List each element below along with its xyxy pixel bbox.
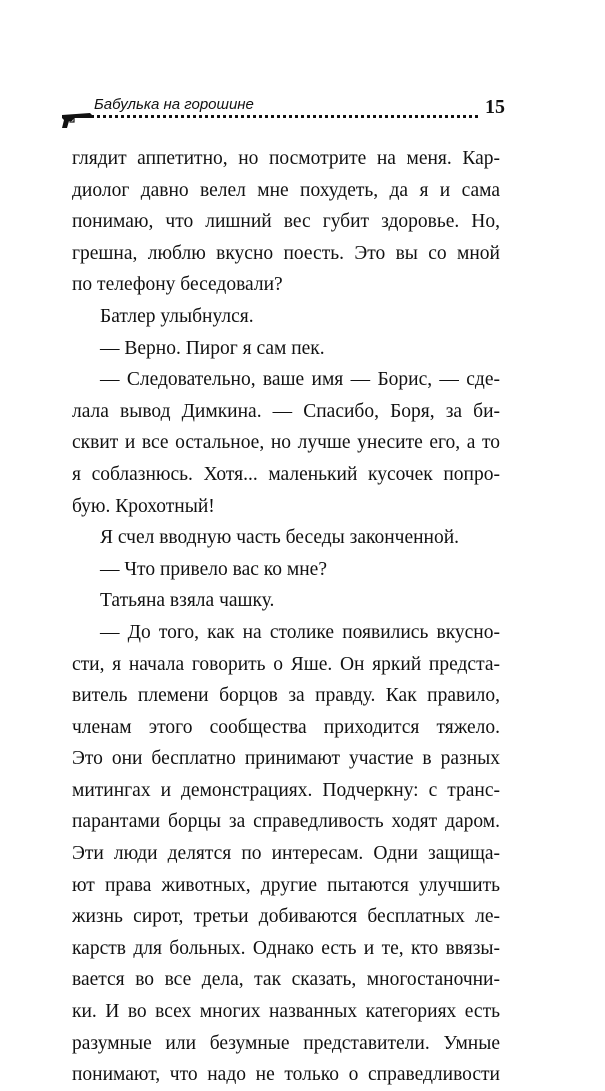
text-line: сквит и все остальное, но лучше унесите его, а то bbox=[72, 432, 500, 454]
text-line: диолог давно велел мне похудеть, да я и сама bbox=[72, 179, 500, 201]
text-line: витель племени борцов за правду. Как правило, bbox=[72, 685, 500, 707]
text-line: митингах и демонстрациях. Подчеркну: с транс- bbox=[72, 779, 500, 801]
text-line: разумные или безумные представители. Умные bbox=[72, 1032, 500, 1054]
text-line: ки. И во всех многих названных категориях есть bbox=[72, 1001, 500, 1023]
text-line: — До того, как на столике появились вкусно- bbox=[100, 621, 500, 643]
text-line: понимают, что надо не только о справедливости bbox=[72, 1064, 500, 1086]
text-line: ют права животных, другие пытаются улучшить bbox=[72, 874, 500, 896]
text-line: жизнь сирот, третьи добиваются бесплатных ле- bbox=[72, 906, 500, 928]
text-line: Татьяна взяла чашку. bbox=[100, 590, 275, 612]
pistol-icon bbox=[60, 109, 94, 129]
body-text bbox=[72, 143, 500, 1091]
text-line: — Что привело вас ко мне? bbox=[100, 558, 327, 580]
text-line: вается во все дела, так сказать, многостаночни- bbox=[72, 969, 500, 991]
running-title: Бабулька на горошине bbox=[94, 96, 254, 113]
dotted-leader-rule bbox=[78, 115, 478, 118]
text-line: Батлер улыбнулся. bbox=[100, 305, 254, 327]
text-line: Я счел вводную часть беседы законченной. bbox=[100, 527, 460, 549]
text-line: грешна, люблю вкусно поесть. Это вы со мной bbox=[72, 242, 500, 264]
text-line: карств для больных. Однако есть и те, кто ввязы- bbox=[72, 937, 500, 959]
text-line: — Верно. Пирог я сам пек. bbox=[100, 337, 325, 359]
text-line: понимаю, что лишний вес губит здоровье. Но, bbox=[72, 211, 500, 233]
text-line: членам этого сообщества приходится тяжело. bbox=[72, 716, 500, 738]
running-header bbox=[60, 96, 505, 136]
text-line: — Следовательно, ваше имя — Борис, — сде- bbox=[100, 369, 500, 391]
text-line: сти, я начала говорить о Яше. Он яркий предста- bbox=[72, 653, 500, 675]
text-line: глядит аппетитно, но посмотрите на меня. Кар- bbox=[72, 148, 500, 169]
text-line: лала вывод Димкина. — Спасибо, Боря, за би- bbox=[72, 400, 500, 422]
text-line: по телефону беседовали? bbox=[72, 274, 283, 296]
text-line: Эти люди делятся по интересам. Одни защища- bbox=[72, 843, 500, 865]
text-line: Это они бесплатно принимают участие в разных bbox=[72, 748, 500, 770]
page-number: 15 bbox=[485, 96, 505, 118]
text-line: я соблазнюсь. Хотя... маленький кусочек попро- bbox=[72, 463, 500, 485]
text-line: парантами борцы за справедливость ходят даром. bbox=[72, 811, 500, 833]
text-line: бую. Крохотный! bbox=[72, 495, 215, 517]
